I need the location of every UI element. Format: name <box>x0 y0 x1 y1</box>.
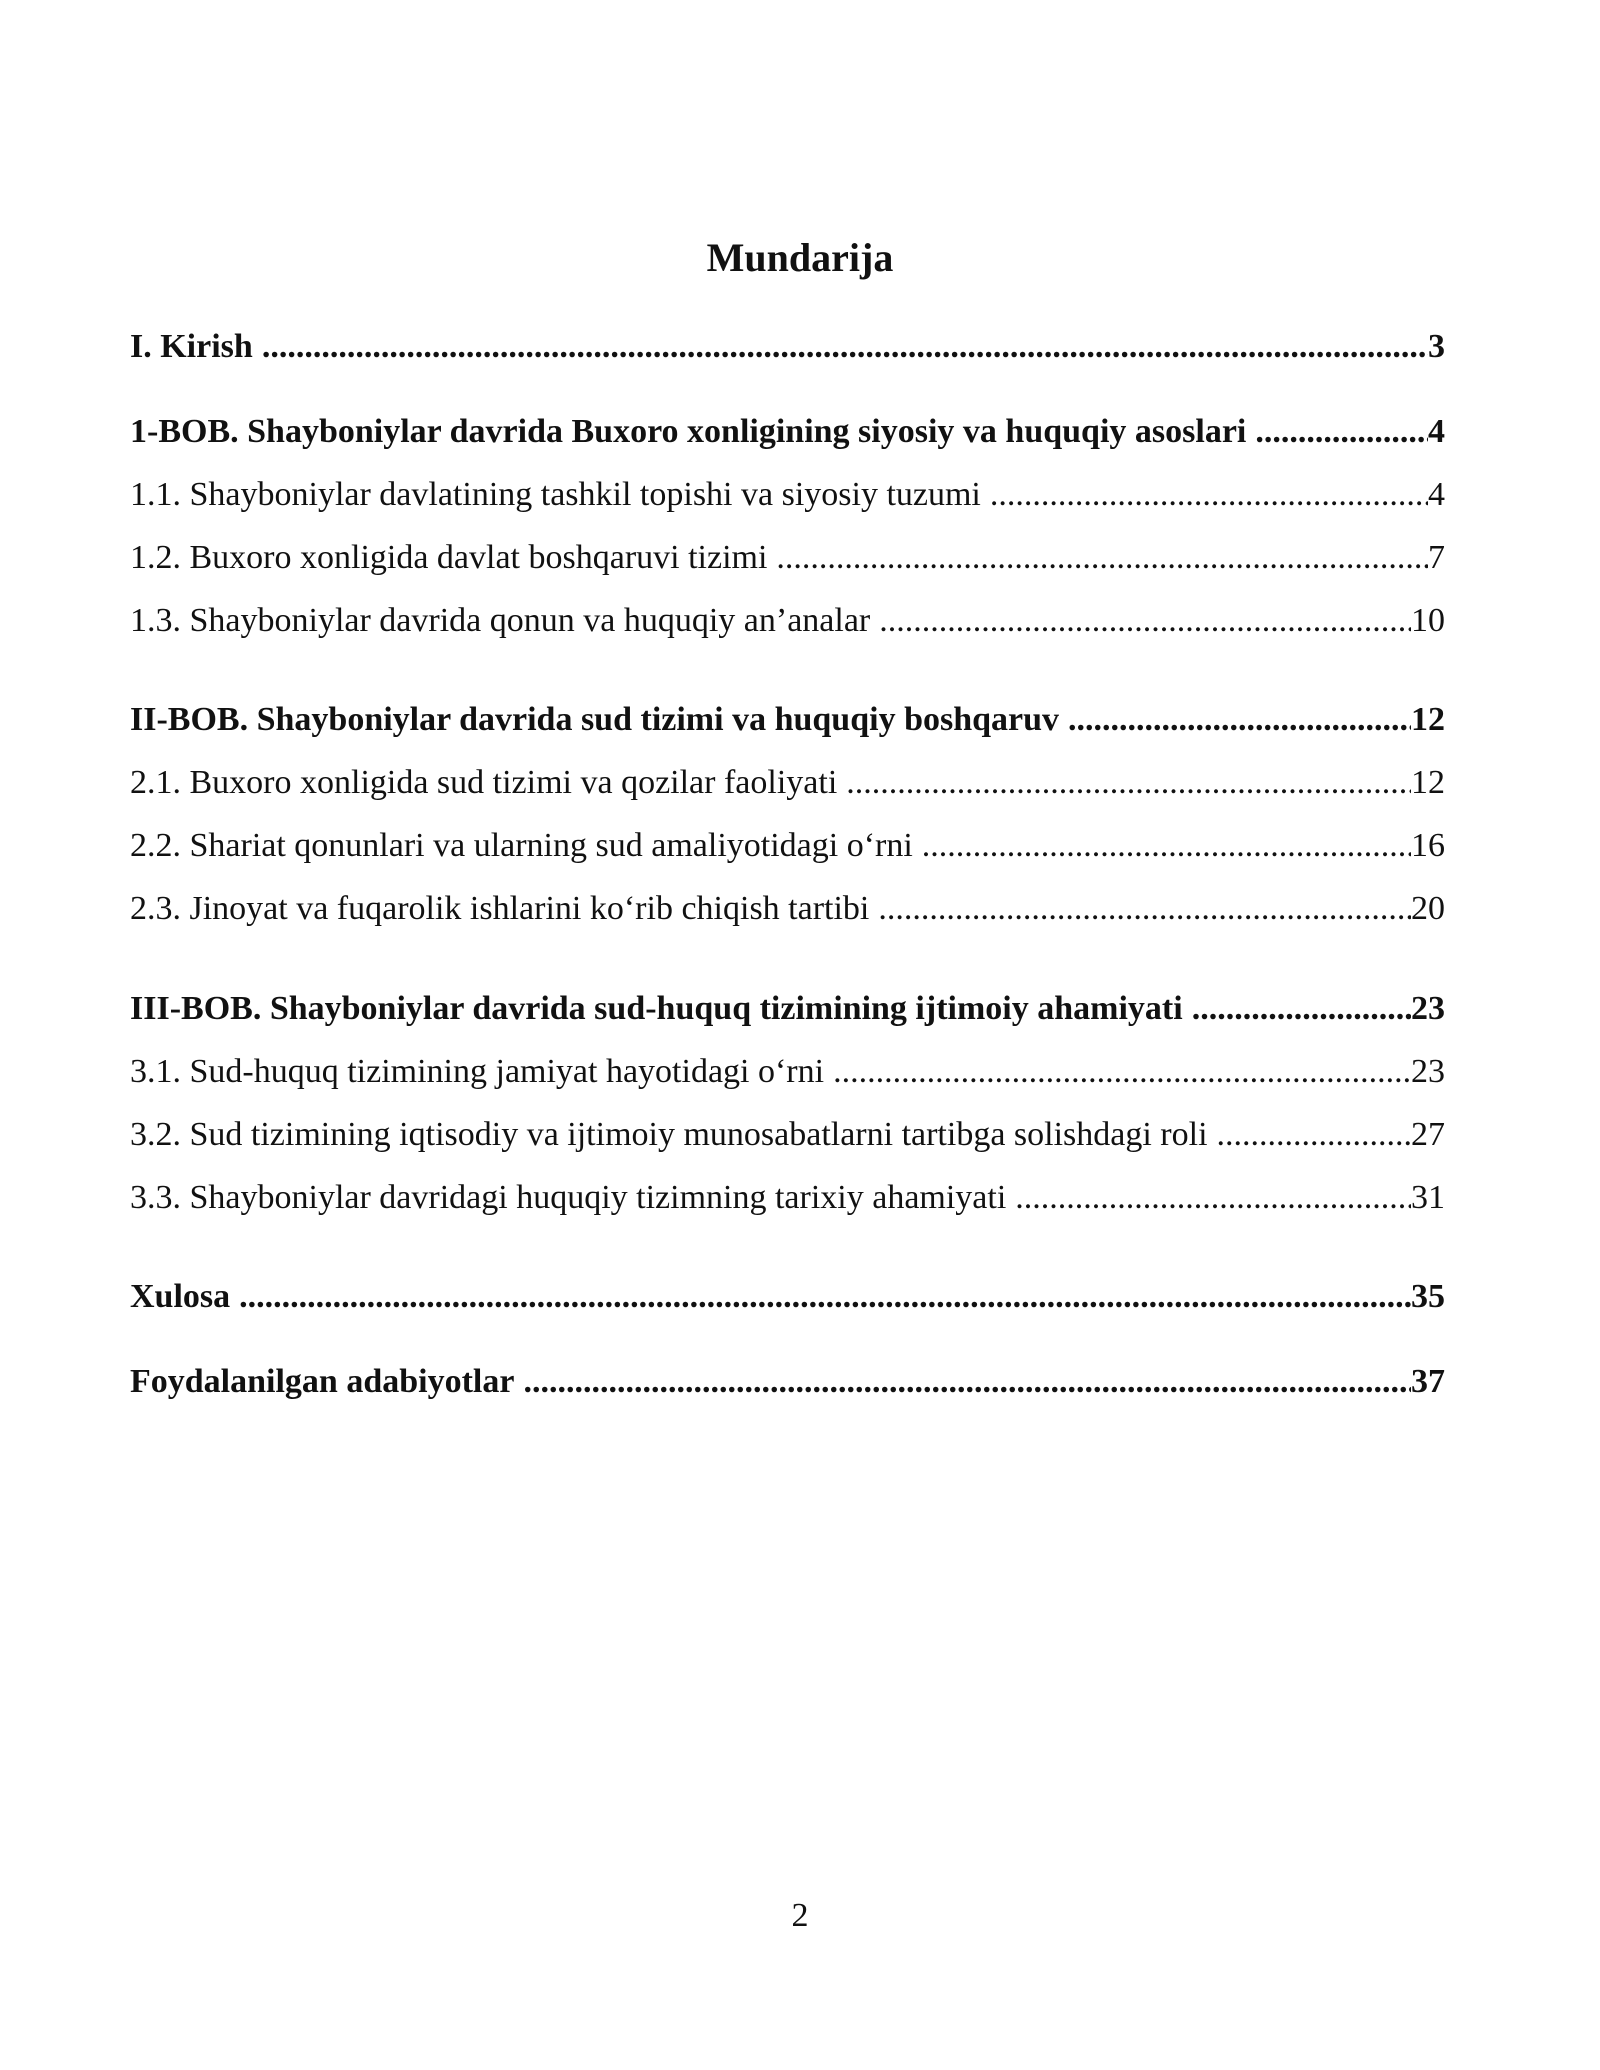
toc-entry-1-3[interactable] <box>130 599 1445 643</box>
toc-entry-label: 1-BOB. Shayboniylar davrida Buxoro xonligining siyosiy va huquqiy asoslari <box>130 413 1247 450</box>
toc-leader-dots <box>990 473 1428 517</box>
toc-entry-2-3[interactable] <box>130 887 1445 931</box>
toc-entry-chapter-2[interactable] <box>130 698 1445 742</box>
toc-entry-label: 3.2. Sud tizimining iqtisodiy va ijtimoiy munosabatlarni tartibga solishdagi roli <box>130 1116 1208 1153</box>
toc-entry-page: 12 <box>1411 764 1445 801</box>
toc-entry-label: 3.1. Sud-huquq tizimining jamiyat hayotidagi o‘rni <box>130 1053 825 1090</box>
toc-entry-label: 3.3. Shayboniylar davridagi huquqiy tizimning tarixiy ahamiyati <box>130 1179 1007 1216</box>
toc-leader-dots <box>776 536 1428 580</box>
toc-entry-label: Foydalanilgan adabiyotlar <box>130 1363 515 1400</box>
toc-entry-label: 1.1. Shayboniylar davlatining tashkil topishi va siyosiy tuzumi <box>130 476 981 513</box>
toc-entry-page: 7 <box>1428 539 1445 576</box>
toc-entry-page: 3 <box>1428 328 1445 365</box>
toc-leader-dots <box>262 325 1428 369</box>
toc-entry-label: 2.1. Buxoro xonligida sud tizimi va qozilar faoliyati <box>130 764 838 801</box>
toc-leader-dots <box>239 1275 1411 1319</box>
toc-entry-label: II-BOB. Shayboniylar davrida sud tizimi va huquqiy boshqaruv <box>130 701 1060 738</box>
toc-entry-1-2[interactable] <box>130 536 1445 580</box>
toc-entry-label: 2.2. Shariat qonunlari va ularning sud amaliyotidagi o‘rni <box>130 827 913 864</box>
toc-leader-dots <box>1217 1113 1411 1157</box>
toc-entry-page: 31 <box>1411 1179 1445 1216</box>
toc-leader-dots <box>879 599 1411 643</box>
toc-leader-dots <box>1015 1176 1411 1220</box>
toc-entry-page: 16 <box>1411 827 1445 864</box>
toc-entry-page: 4 <box>1428 476 1445 513</box>
toc-entry-3-2[interactable] <box>130 1113 1445 1157</box>
toc-leader-dots <box>878 887 1411 931</box>
toc-entry-page: 37 <box>1411 1363 1445 1400</box>
toc-entry-label: 1.3. Shayboniylar davrida qonun va huquqiy an’analar <box>130 602 871 639</box>
toc-entry-xulosa[interactable] <box>130 1275 1445 1319</box>
toc-leader-dots <box>1068 698 1411 742</box>
toc-leader-dots <box>1192 987 1411 1031</box>
toc-entry-label: I. Kirish <box>130 328 253 365</box>
page-number: 2 <box>791 1897 809 1934</box>
toc-entry-page: 4 <box>1428 413 1445 450</box>
toc-entry-adabiyotlar[interactable] <box>130 1360 1445 1404</box>
toc-entry-2-1[interactable] <box>130 761 1445 805</box>
toc-entry-page: 10 <box>1411 602 1445 639</box>
toc-entry-chapter-3[interactable] <box>130 987 1445 1031</box>
toc-entry-page: 20 <box>1411 890 1445 927</box>
toc-leader-dots <box>922 824 1411 868</box>
toc-entry-label: III-BOB. Shayboniylar davrida sud-huquq tizimining ijtimoiy ahamiyati <box>130 990 1183 1027</box>
toc-leader-dots <box>523 1360 1411 1404</box>
toc-entry-page: 35 <box>1411 1278 1445 1315</box>
toc-entry-label: Xulosa <box>130 1278 231 1315</box>
toc-entry-chapter-1[interactable] <box>130 410 1445 454</box>
toc-entry-page: 27 <box>1411 1116 1445 1153</box>
toc-entry-label: 2.3. Jinoyat va fuqarolik ishlarini ko‘rib chiqish tartibi <box>130 890 870 927</box>
toc-entry-page: 12 <box>1411 701 1445 738</box>
toc-entry-kirish[interactable] <box>130 325 1445 369</box>
toc-entry-3-3[interactable] <box>130 1176 1445 1220</box>
toc-leader-dots <box>1255 410 1428 454</box>
toc-entry-page: 23 <box>1411 990 1445 1027</box>
toc-entry-1-1[interactable] <box>130 473 1445 517</box>
toc-leader-dots <box>833 1050 1411 1094</box>
toc-entry-page: 23 <box>1411 1053 1445 1090</box>
page-title: Mundarija <box>706 235 894 280</box>
toc-leader-dots <box>846 761 1411 805</box>
toc-entry-label: 1.2. Buxoro xonligida davlat boshqaruvi tizimi <box>130 539 768 576</box>
toc-entry-2-2[interactable] <box>130 824 1445 868</box>
toc-entry-3-1[interactable] <box>130 1050 1445 1094</box>
